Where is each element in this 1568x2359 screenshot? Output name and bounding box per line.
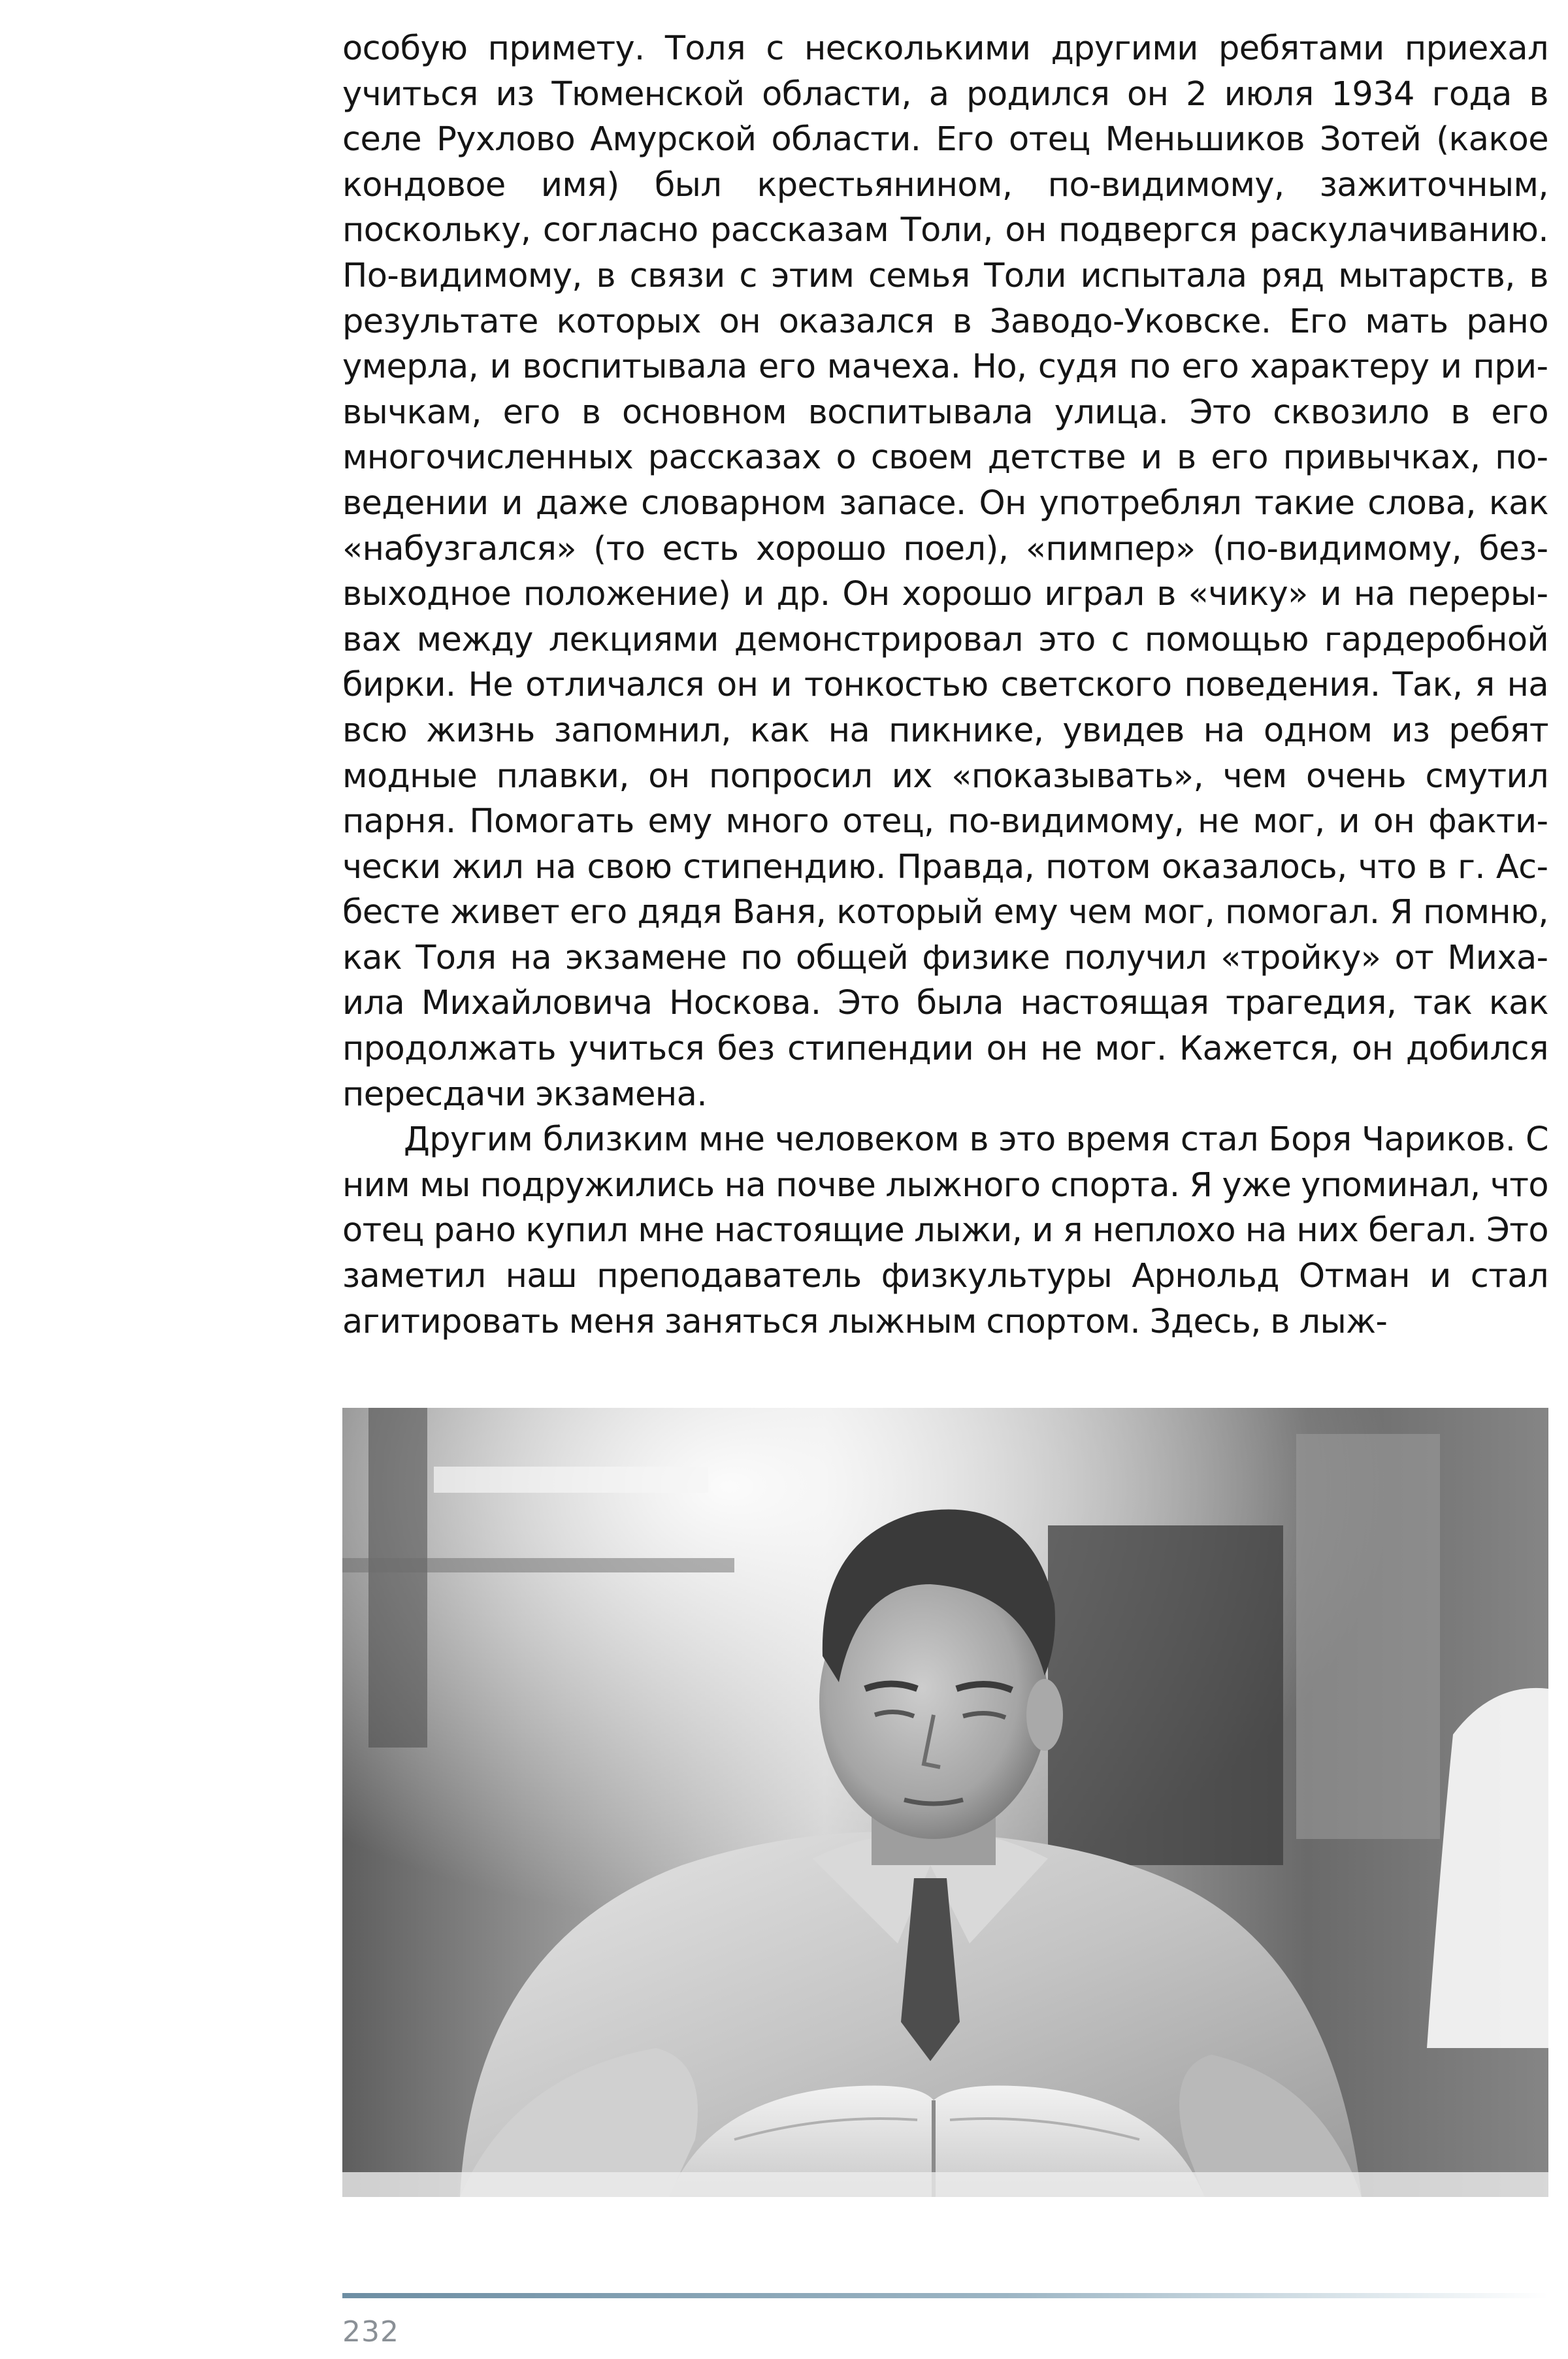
paragraph-2: Другим близким мне человеком в это время стал Боря Чариков. С ним мы подружились на почве лыжного спорта. Я уже упоминал, что отец рано купил мне настоящие лыжи, и я неплохо на них бегал. Это заметил наш преподаватель физкультуры Арнольд Отман и стал агитировать меня заняться лыжным спортом. Здесь, в лыж- (342, 1120, 1548, 1341)
body-text (342, 26, 1548, 1344)
paragraph-1: особую примету. Толя с несколькими другими ребятами приехал учиться из Тюменской области, а родился он 2 июля 1934 года в селе Рухлово Амурской области. Его отец Меньшиков Зотей (какое кондовое имя) был крестьянином, по-видимому, зажиточным, поскольку, согласно рассказам Толи, он подвергся раскулачиванию. По-видимому, в связи с этим семья Толи испытала ряд мытарств, в результате которых он оказался в Заводо-Уковске. Его мать рано умерла, и воспитывала его мачеха. Но, судя по его характеру и привычкам, его в основном воспитывала улица. Это сквозило в его многочисленных рассказах о своем детстве и в его привычках, поведении и даже словарном запасе. Он употреблял такие слова, как «набузгался» (то есть хорошо поел), «пимпер» (по-видимому, безвыходное положение) и др. Он хорошо играл в «чику» и на перерывах между лекциями демонстрировал это с помощью гардеробной бирки. Не отличался он и тонкостью светского поведения. Так, я на всю жизнь запомнил, как на пикнике, увидев на одном из ребят модные плавки, он попросил их «показывать», чем очень смутил парня. Помогать ему много отец, по-видимому, не мог, и он фактически жил на свою стипендию. Правда, потом оказалось, что в г. Асбесте живет его дядя Ваня, который ему чем мог, помогал. Я помню, как Толя на экзамене по общей физике получил «тройку» от Михаила Михайловича Носкова. Это была настоящая трагедия, так как продолжать учиться без стипендии он не мог. Кажется, он добился пересдачи экзамена. (342, 29, 1548, 1114)
footer-divider (342, 2293, 1548, 2298)
photo-student-reading (342, 1408, 1548, 2197)
page-number: 232 (342, 2315, 399, 2349)
